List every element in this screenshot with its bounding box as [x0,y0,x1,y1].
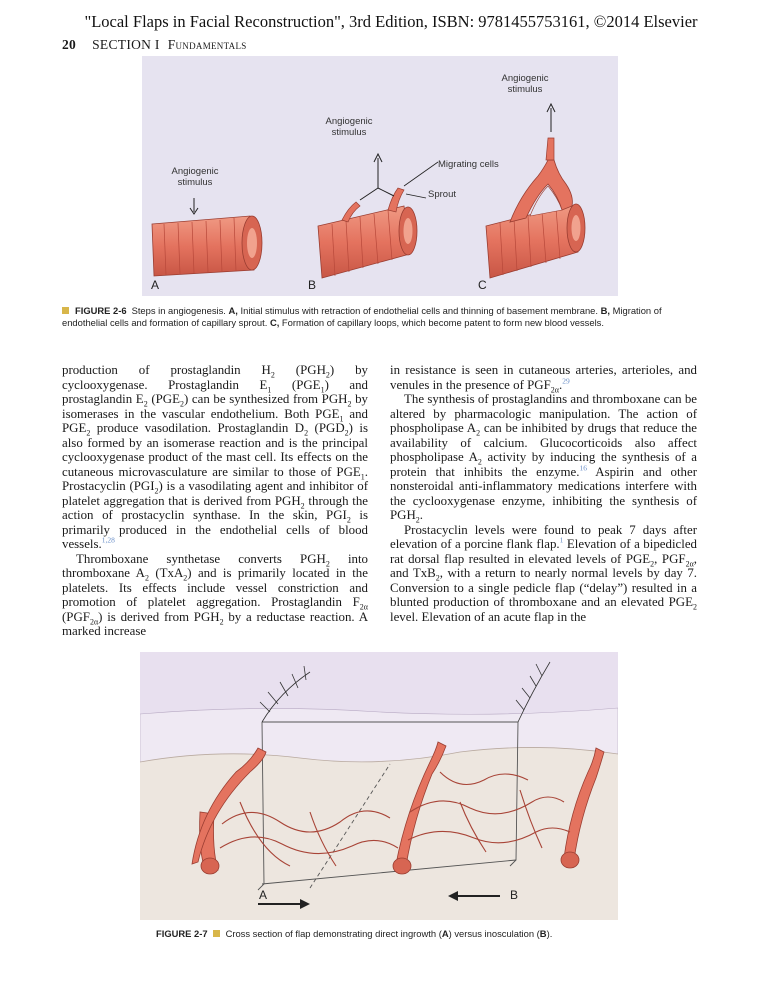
label-migrating-cells: Migrating cells [438,159,499,170]
figure-2-7-caption: FIGURE 2-7 Cross section of flap demonstrating direct ingrowth (A) versus inosculation (B). [156,928,553,939]
figure-2-6-illustration [142,56,618,296]
paragraph-resistance: in resistance is seen in cutaneous arteries, arterioles, and venules in the presence of $PGF_{2\alpha}.^{29}$ [390,363,697,395]
reference-link[interactable]: 1 [559,535,564,545]
figure-2-7-illustration [140,652,618,920]
label-sprout: Sprout [428,189,456,200]
paragraph-prostacyclin: Prostacyclin levels were found to peak 7 days after elevation of a porcine flank flap.$^1$ Elevation of a bipedicled rat dorsal flap resulted in elevated levels of $PGE_2$, $PGF_{2\alpha}$, and TxB$_2$, with a return to nearly normal levels by day 7. Conversion to a single pedicle flap (“delay”) resulted in a blunted production of thromboxane and an elevated $PGE_2$ level. Elevation of an acute flap in the [390,522,697,624]
label-stimulus-a: Angiogenic stimulus [171,166,219,188]
paragraph-thromboxane: Thromboxane synthetase converts $PGH_2$ into thromboxane $A_2$ (TxA$_2$) and is primarily located in the platelets. Its effects include vessel constriction and promotion of platelet aggregation. Prostaglandin $F_{2\alpha}$ $(PGF_{2\alpha})$ is derived from $PGH_2$ by a reductase reaction. A marked increase [62,551,368,638]
figure-2-6-caption: FIGURE 2-6 Steps in angiogenesis. A, Initial stimulus with retraction of endothelial cells and thinning of basement membrane. B, Migration of endothelial cells and formation of capillary sprout. C, Formation of capillary loops, which become patent to form new blood vessels. [62,305,662,328]
vessel-a [152,198,262,276]
vessel-b [318,154,417,278]
page-number: 20 [62,37,77,52]
paragraph-pharmacologic: The synthesis of prostaglandins and thromboxane can be altered by pharmacologic manipulation. The action of phospholipase $A_2$ can be inhibited by drugs that reduce the availability of calcium. Glucocorticoids also affect phospholipase $A_2$ activity by inducing the synthesis of a protein that inhibits the enzyme.$^{16}$ Aspirin and other nonsteroidal anti-inflammatory medications interfere with the cyclooxygenase enzyme, inhibiting the synthesis of $PGH_2$. [390,392,697,525]
document-citation: "Local Flaps in Facial Reconstruction", 3rd Edition, ISBN: 9781455753161, ©2014 Elsevier [84,12,698,31]
panel-label-a: A [151,278,160,292]
label-stimulus-b: Angiogenic stimulus [325,116,373,138]
reference-link[interactable]: 29 [562,376,570,386]
body-right-column [390,363,697,624]
migrating-cells-pointer [404,162,438,186]
sprout-pointer [406,194,426,198]
label-stimulus-c: Angiogenic stimulus [501,73,549,95]
body-left-column [62,363,368,639]
caption-marker-icon [213,930,220,937]
reference-link[interactable]: 16 [579,463,587,473]
section-number: SECTION I [92,37,160,52]
running-head [62,37,247,53]
panel-label-c: C [478,278,487,292]
vessel-c [486,104,585,278]
panel-label-b: B [308,278,317,292]
caption-marker-icon [62,307,69,314]
flap-label-a: A [259,888,268,902]
flap-cross-section-diagram [140,652,618,920]
reference-link[interactable]: 1,28 [101,535,115,545]
flap-label-b: B [510,888,519,902]
paragraph-prostaglandin-synthesis: production of prostaglandin $H_2$ $(PGH_2)$ by cyclooxygenase. Prostaglandin $E_1$ $(PGE_1)$ and prostaglandin $E_2$ $(PGE_2)$ can be synthesized from $PGH_2$ by isomerases in the vascular endothelium. Both $PGE_1$ and $PGE_2$ produce vasodilation. Prostaglandin $D_2$ $(PGD_2)$ is also formed by an isomerase reaction and is the principal cyclooxygenase product of the mast cell. Its effects on the cutaneous microvasculature are similar to those of $PGE_1$. Prostacyclin $(PGI_2)$ is a vasodilating agent and inhibitor of platelet aggregation that is derived from $PGH_2$ through the action of prostacyclin synthase. In the skin, $PGI_2$ is primarily produced in the endothelial cells of blood vessels.$^{1,28}$ [62,363,369,551]
section-title: Fundamentals [167,37,247,52]
